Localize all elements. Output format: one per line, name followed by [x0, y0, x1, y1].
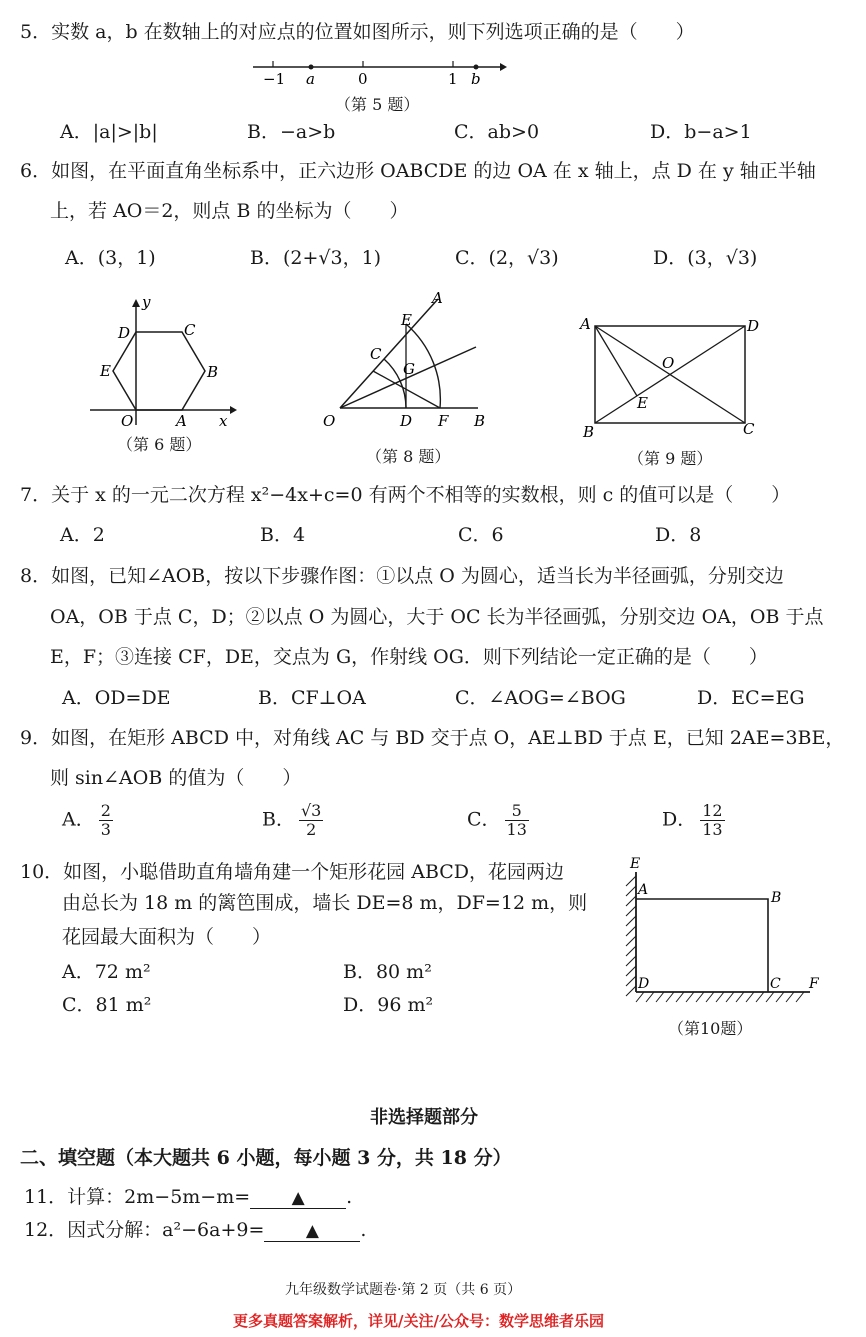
q5-option-d[interactable]: D．b−a>1 — [650, 121, 752, 143]
q10-line1: 10．如图，小聪借助直角墙角建一个矩形花园 ABCD，花园两边 — [20, 861, 565, 883]
fig6-label-b: B — [207, 363, 219, 381]
fig9-label-a: A — [580, 315, 591, 333]
fig10-label-e: E — [630, 856, 641, 872]
section-title: 非选择题部分 — [370, 1107, 478, 1128]
fig8-label-b: B — [474, 412, 486, 430]
q7-option-d[interactable]: D．8 — [655, 524, 702, 546]
q12-answer-blank[interactable]: ▲ — [264, 1219, 360, 1242]
q5-caption: （第 5 题） — [335, 95, 420, 114]
q10-line3: 花园最大面积为（ ） — [62, 926, 272, 948]
fig6-label-o: O — [121, 412, 134, 430]
q6-option-c[interactable]: C．(2，√3) — [455, 247, 559, 269]
fig8-label-o: O — [323, 412, 336, 430]
q7-option-a[interactable]: A．2 — [60, 524, 105, 546]
q8-option-a[interactable]: A．OD=DE — [62, 687, 171, 709]
nl-label-a: a — [306, 70, 315, 88]
fig6-label-x: x — [219, 412, 228, 430]
q9-fraction-c: $\frac{5}{13}$ — [506, 801, 527, 839]
q5-option-b[interactable]: B．−a>b — [247, 121, 336, 143]
q9-option-d[interactable]: D． $\frac{12}{13}$ — [662, 801, 723, 839]
fig9-rectangle — [575, 312, 775, 440]
fig6-label-a: A — [176, 412, 187, 430]
q9-option-b[interactable]: B． $\frac{√3}{2}$ — [262, 801, 322, 839]
q10-option-d[interactable]: D．96 m² — [343, 994, 434, 1016]
fig10-label-d: D — [638, 976, 650, 992]
q9-option-c[interactable]: C． $\frac{5}{13}$ — [467, 801, 527, 839]
nl-label-1: 1 — [448, 70, 458, 88]
q9-line2: 则 sin∠AOB 的值为（ ） — [50, 767, 302, 789]
section-heading: 二、填空题（本大题共 6 小题，每小题 3 分，共 18 分） — [20, 1147, 512, 1169]
q6-stem-line1: 6．如图，在平面直角坐标系中，正六边形 OABCDE 的边 OA 在 x 轴上，点 D 在 y 轴正半轴 — [20, 160, 816, 182]
q12: 12．因式分解：a²−6a+9= ▲ . — [24, 1219, 367, 1241]
nl-label-0: 0 — [358, 70, 368, 88]
q7-option-b[interactable]: B．4 — [260, 524, 306, 546]
q5-option-a[interactable]: A．|a|>|b| — [60, 121, 158, 143]
fig6-hexagon — [85, 295, 245, 430]
q6-stem-line2: 上，若 AO＝2，则点 B 的坐标为（ ） — [50, 200, 409, 222]
fig10-label-c: C — [770, 976, 781, 992]
q5-stem: 5．实数 a，b 在数轴上的对应点的位置如图所示，则下列选项正确的是（ ） — [20, 21, 695, 43]
fig10-garden — [618, 850, 828, 1010]
fig6-label-d: D — [118, 324, 131, 342]
fig8-angle-construction — [318, 287, 498, 437]
fig8-label-c: C — [370, 345, 382, 363]
q8-option-d[interactable]: D．EC=EG — [697, 687, 805, 709]
fig8-caption: （第 8 题） — [366, 447, 451, 466]
promo-banner[interactable]: 更多真题答案解析，详见/关注/公众号：数学思维者乐园 — [233, 1312, 604, 1330]
fig10-label-b: B — [771, 890, 782, 906]
q9-line1: 9．如图，在矩形 ABCD 中，对角线 AC 与 BD 交于点 O，AE⊥BD 于点 E，已知 2AE=3BE， — [20, 727, 845, 749]
nl-label-minus1: −1 — [263, 70, 286, 88]
q10-option-b[interactable]: B．80 m² — [343, 961, 432, 983]
nl-label-b: b — [471, 70, 481, 88]
fig9-caption: （第 9 题） — [628, 449, 713, 468]
q10-option-c[interactable]: C．81 m² — [62, 994, 152, 1016]
page-footer: 九年级数学试题卷·第 2 页（共 6 页） — [285, 1282, 522, 1298]
q7-stem: 7．关于 x 的一元二次方程 x²−4x+c=0 有两个不相等的实数根，则 c 的值可以是（ ） — [20, 484, 791, 506]
q11: 11．计算：2m−5m−m= ▲ . — [24, 1186, 353, 1208]
fig9-label-b: B — [583, 423, 595, 440]
q9-option-a[interactable]: A． $\frac{2}{3}$ — [62, 801, 111, 839]
q6-option-a[interactable]: A．(3，1) — [65, 247, 156, 269]
fig6-label-c: C — [184, 321, 196, 339]
fig8-label-g: G — [403, 360, 415, 378]
fig6-caption: （第 6 题） — [117, 435, 202, 454]
fig10-label-a: A — [638, 882, 649, 898]
fig10-caption: （第10题） — [668, 1019, 753, 1038]
q9-fraction-a: $\frac{2}{3}$ — [100, 801, 111, 839]
fig9-label-d: D — [747, 317, 760, 335]
q11-answer-blank[interactable]: ▲ — [250, 1186, 346, 1209]
fig8-label-e: E — [401, 311, 412, 329]
q5-option-c[interactable]: C．ab>0 — [454, 121, 540, 143]
q6-option-d[interactable]: D．(3，√3) — [653, 247, 758, 269]
fig9-label-c: C — [743, 420, 755, 438]
fig10-label-f: F — [809, 976, 819, 992]
q8-option-b[interactable]: B．CF⊥OA — [258, 687, 366, 709]
q8-line1: 8．如图，已知∠AOB，按以下步骤作图：①以点 O 为圆心，适当长为半径画弧，分别交边 — [20, 565, 784, 587]
q8-line2: OA，OB 于点 C，D；②以点 O 为圆心，大于 OC 长为半径画弧，分别交边 OA，OB 于点 — [50, 606, 824, 628]
q8-line3: E，F；③连接 CF，DE，交点为 G，作射线 OG．则下列结论一定正确的是（ ） — [50, 646, 768, 668]
fig8-label-f: F — [438, 412, 449, 430]
q8-option-c[interactable]: C．∠AOG=∠BOG — [455, 687, 626, 709]
q9-fraction-d: $\frac{12}{13}$ — [702, 801, 723, 839]
fig6-label-y: y — [142, 295, 151, 311]
q10-line2: 由总长为 18 m 的篱笆围成，墙长 DE=8 m，DF=12 m，则 — [62, 892, 588, 914]
q9-fraction-b: $\frac{√3}{2}$ — [300, 801, 322, 839]
q7-option-c[interactable]: C．6 — [458, 524, 504, 546]
fig9-label-e: E — [637, 394, 648, 412]
q10-option-a[interactable]: A．72 m² — [62, 961, 151, 983]
fig8-label-d: D — [400, 412, 413, 430]
fig9-label-o: O — [662, 354, 675, 372]
q6-option-b[interactable]: B．(2+√3，1) — [250, 247, 382, 269]
fig6-label-e: E — [100, 362, 111, 380]
q5-number-line — [245, 58, 515, 88]
fig8-label-a: A — [432, 289, 443, 307]
